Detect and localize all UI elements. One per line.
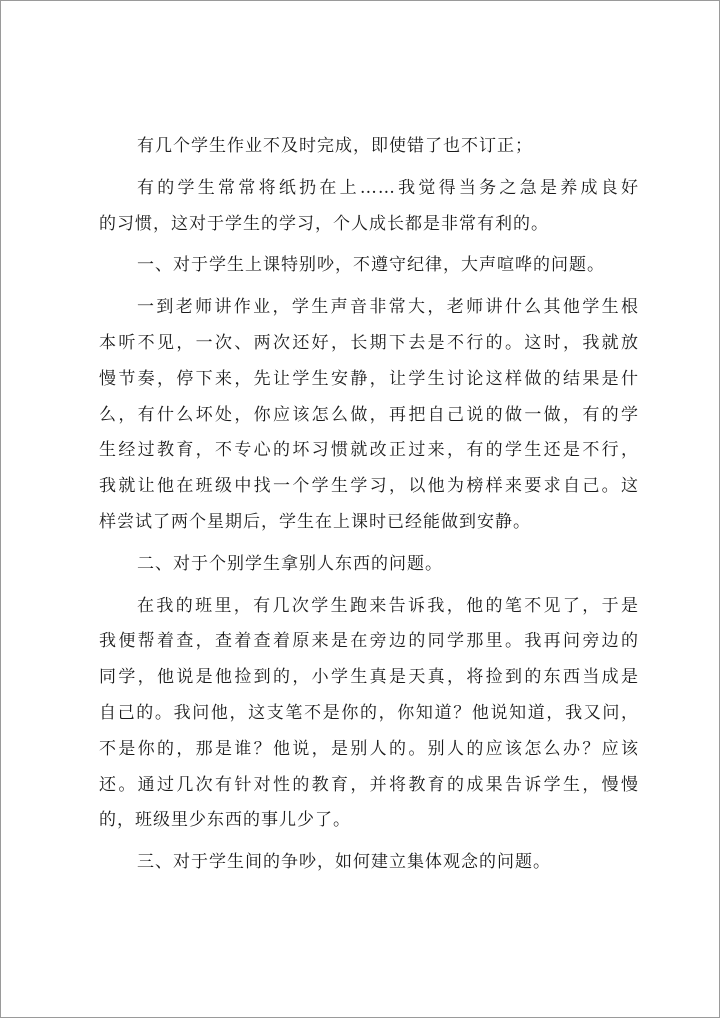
section-heading-2 xyxy=(99,547,639,583)
paragraph-1 xyxy=(99,129,639,165)
paragraph-3 xyxy=(99,290,639,541)
paragraph-line: 不是你的，那是谁？他说，是别人的。别人的应该怎么办？应该 xyxy=(99,738,639,759)
paragraph-line: 么，有什么坏处，你应该怎么做，再把自己说的做一做，有的学 xyxy=(99,404,639,425)
paragraph-line: 生经过教育，不专心的坏习惯就改正过来，有的学生还是不行， xyxy=(99,440,639,461)
paragraph-line: 的习惯，这对于学生的学习，个人成长都是非常有利的。 xyxy=(99,213,549,234)
document-body xyxy=(99,129,639,887)
paragraph-line: 还。通过几次有针对性的教育，并将教育的成果告诉学生，慢慢 xyxy=(99,774,639,795)
paragraph-line: 有的学生常常将纸扔在上……我觉得当务之急是养成良好 xyxy=(137,177,639,198)
paragraph-line: 慢节奏，停下来，先让学生安静，让学生讨论这样做的结果是什 xyxy=(99,368,639,389)
paragraph-line: 自己的。我问他，这支笔不是你的，你知道？他说知道，我又问， xyxy=(99,702,639,723)
section-heading-1 xyxy=(99,248,639,284)
paragraph-line: 本听不见，一次、两次还好，长期下去是不行的。这时，我就放 xyxy=(99,332,639,353)
heading-line: 一、对于学生上课特别吵，不遵守纪律，大声喧哗的问题。 xyxy=(137,255,605,276)
heading-line: 三、对于学生间的争吵，如何建立集体观念的问题。 xyxy=(137,852,551,873)
paragraph-line: 同学，他说是他捡到的，小学生真是天真，将捡到的东西当成是 xyxy=(99,667,639,688)
paragraph-line: 的，班级里少东西的事儿少了。 xyxy=(99,810,351,831)
paragraph-2 xyxy=(99,171,639,243)
section-heading-3 xyxy=(99,845,639,881)
heading-line: 二、对于个别学生拿别人东西的问题。 xyxy=(137,553,443,574)
paragraph-line: 有几个学生作业不及时完成，即使错了也不订正； xyxy=(137,136,533,156)
paragraph-4 xyxy=(99,589,639,840)
paragraph-line: 样尝试了两个星期后，学生在上课时已经能做到安静。 xyxy=(99,511,531,532)
paragraph-line: 我便帮着查，查着查着原来是在旁边的同学那里。我再问旁边的 xyxy=(99,631,639,652)
paragraph-line: 在我的班里，有几次学生跑来告诉我，他的笔不见了，于是 xyxy=(137,595,639,616)
paragraph-line: 一到老师讲作业，学生声音非常大，老师讲什么其他学生根 xyxy=(137,297,639,318)
paragraph-line: 我就让他在班级中找一个学生学习，以他为榜样来要求自己。这 xyxy=(99,476,639,497)
